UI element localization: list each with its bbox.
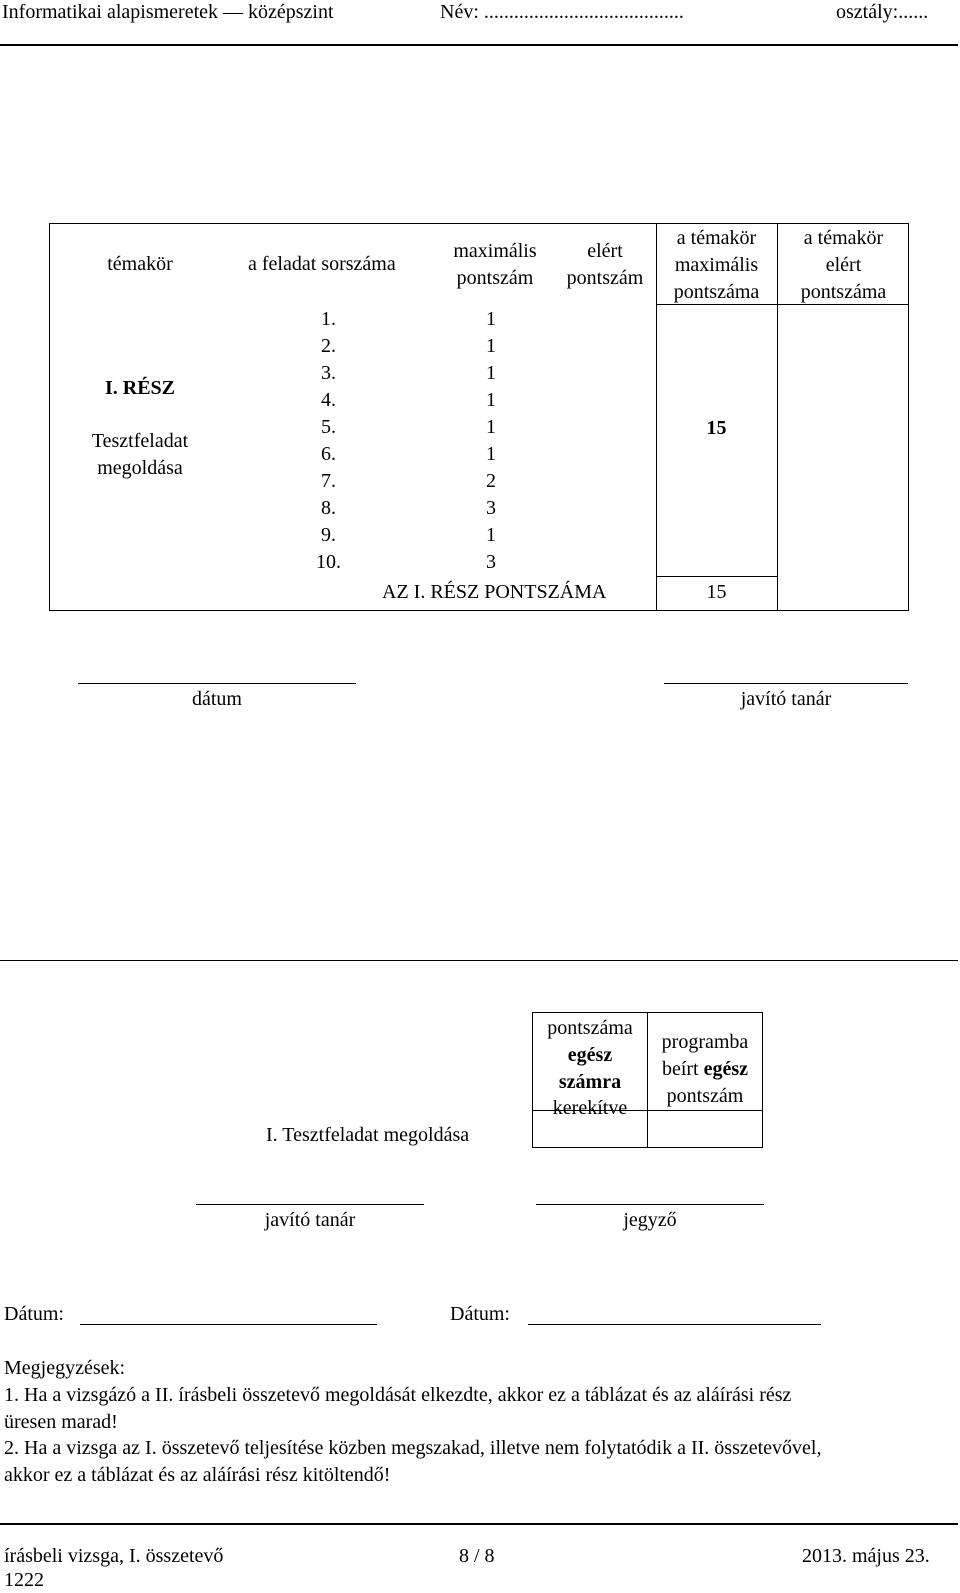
- task-number-cell: 4.: [321, 389, 336, 411]
- task-max-cell: 1: [486, 308, 496, 330]
- header-max-points-2: pontszám: [456, 267, 534, 289]
- header-topic-achieved-1: a témakör: [803, 227, 884, 249]
- header-achieved-2: pontszám: [566, 267, 644, 289]
- task-max-cell: 1: [486, 524, 496, 546]
- header-max-points-1: maximális: [453, 240, 537, 262]
- col2-line1: programba: [661, 1031, 749, 1053]
- task-number-cell: 3.: [321, 362, 336, 384]
- task-number-cell: 1.: [321, 308, 336, 330]
- task-number-cell: 9.: [321, 524, 336, 546]
- date-line-2: [528, 1324, 821, 1325]
- header-task-number: a feladat sorszáma: [248, 253, 396, 275]
- date-label-1: Dátum:: [4, 1303, 64, 1325]
- header-topic-max-1: a témakör: [676, 227, 757, 249]
- part-label: I. RÉSZ: [104, 377, 176, 399]
- header-rule: [0, 44, 958, 46]
- header-class-field: osztály:......: [836, 1, 929, 23]
- topic-max-value: 15: [706, 417, 727, 439]
- table-divider: [656, 576, 777, 577]
- task-number-cell: 6.: [321, 443, 336, 465]
- teacher-label: javító tanár: [740, 688, 832, 710]
- task-number-cell: 5.: [321, 416, 336, 438]
- clerk-label: jegyző: [623, 1209, 677, 1231]
- col2-line3: pontszám: [666, 1085, 744, 1107]
- task-max-cell: 1: [486, 335, 496, 357]
- footer-code: 1222: [4, 1569, 44, 1591]
- topic-name-1: Tesztfeladat: [91, 430, 189, 452]
- col1-line1: pontszáma: [547, 1017, 633, 1039]
- header-name-field: Név: ........................................: [440, 1, 684, 23]
- footer-date: 2013. május 23.: [802, 1545, 930, 1567]
- header-topic-achieved-2: elért: [825, 254, 862, 276]
- task-max-cell: 1: [486, 362, 496, 384]
- teacher-signature-line: [664, 683, 908, 684]
- task-max-cell: 3: [486, 551, 496, 573]
- task-max-cell: 2: [486, 470, 496, 492]
- footer-page: 8 / 8: [459, 1545, 495, 1567]
- date-line-1: [80, 1324, 377, 1325]
- header-achieved-1: elért: [587, 240, 623, 262]
- date-signature-line: [78, 683, 356, 684]
- task-number-cell: 10.: [316, 551, 341, 573]
- teacher-label: javító tanár: [264, 1209, 356, 1231]
- header-subject: Informatikai alapismeretek — középszint: [2, 1, 334, 23]
- note-1-line-2: üresen marad!: [4, 1411, 118, 1433]
- footer-rule: [0, 1523, 958, 1525]
- clerk-signature-line: [536, 1204, 764, 1205]
- task-max-cell: 1: [486, 389, 496, 411]
- col2-line2: [647, 1058, 763, 1081]
- task-max-cell: 1: [486, 416, 496, 438]
- task-number-cell: 8.: [321, 497, 336, 519]
- task-number-cell: 2.: [321, 335, 336, 357]
- note-1-line-1: 1. Ha a vizsgázó a II. írásbeli összetevő megoldását elkezdte, akkor ez a táblázat és az aláírási rész: [4, 1384, 792, 1406]
- col1-line4: kerekítve: [552, 1097, 628, 1119]
- task-max-cell: 3: [486, 497, 496, 519]
- total-label: AZ I. RÉSZ PONTSZÁMA: [382, 581, 607, 603]
- total-value: 15: [706, 581, 727, 603]
- teacher-signature-line: [196, 1204, 424, 1205]
- footer-left: írásbeli vizsga, I. összetevő: [4, 1545, 224, 1567]
- notes-title: Megjegyzések:: [4, 1357, 126, 1379]
- task-number-cell: 7.: [321, 470, 336, 492]
- date-label-2: Dátum:: [450, 1303, 510, 1325]
- col2-line2b: egész: [703, 1058, 749, 1080]
- header-topic-max-2: maximális: [674, 254, 759, 276]
- header-topic-achieved-3: pontszáma: [800, 281, 887, 303]
- page-header: [0, 0, 960, 30]
- header-topic: témakör: [107, 253, 173, 275]
- topic-name-2: megoldása: [97, 457, 183, 479]
- summary-row-label: I. Tesztfeladat megoldása: [266, 1124, 470, 1146]
- section-separator: [0, 960, 958, 961]
- date-label: dátum: [192, 688, 242, 710]
- note-2-line-1: 2. Ha a vizsga az I. összetevő teljesítése közben megszakad, illetve nem folytatódik a II. összetevővel,: [4, 1437, 822, 1459]
- col1-line2: egész: [567, 1044, 613, 1066]
- score-table: [49, 223, 909, 611]
- col2-line2a: beírt: [661, 1058, 704, 1080]
- header-topic-max-3: pontszáma: [673, 281, 760, 303]
- note-2-line-2: akkor ez a táblázat és az aláírási rész kitöltendő!: [4, 1464, 391, 1486]
- col1-line3: számra: [558, 1071, 622, 1093]
- task-max-cell: 1: [486, 443, 496, 465]
